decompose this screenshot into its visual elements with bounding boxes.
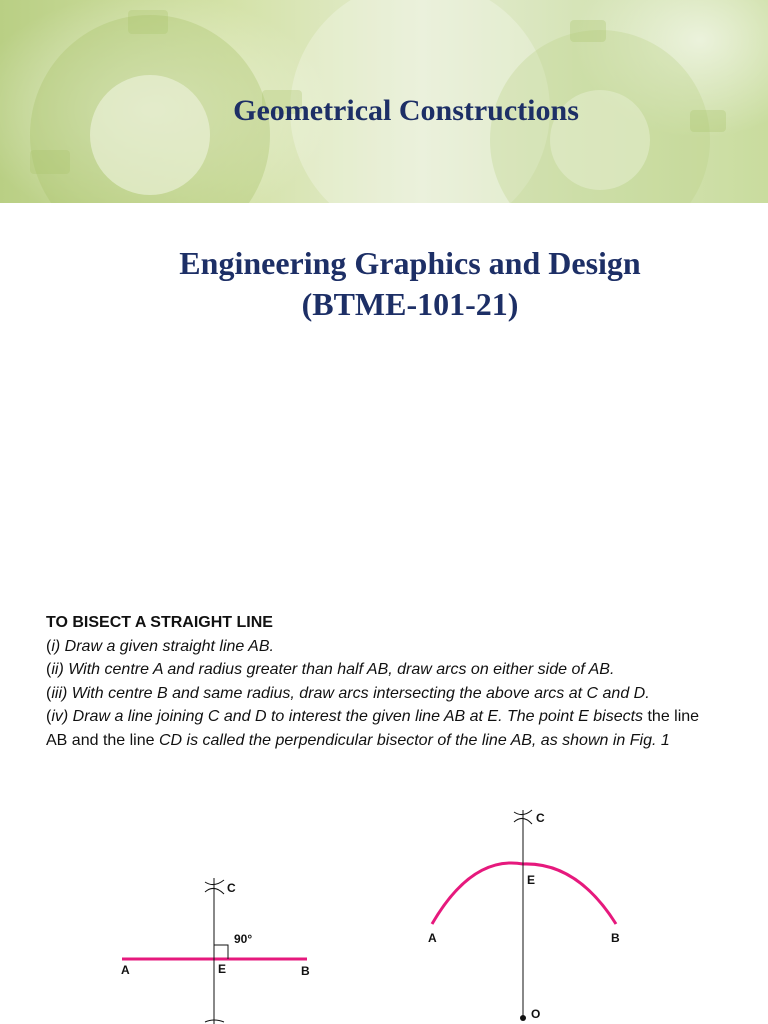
label-e: E xyxy=(527,873,536,887)
section-heading: TO BISECT A STRAIGHT LINE xyxy=(46,614,273,631)
construction-figures xyxy=(0,800,768,1024)
label-e: E xyxy=(218,962,227,976)
label-o: O xyxy=(531,1007,541,1021)
course-title xyxy=(0,243,768,325)
label-b: B xyxy=(611,931,620,945)
label-c: C xyxy=(536,811,545,825)
label-a: A xyxy=(121,963,130,977)
label-b: B xyxy=(301,964,310,978)
step-4: (iv) Draw a line joining C and D to interest the given line AB at E. The point E bisects the line AB and the line CD is called the perpendicular bisector of the line AB, as shown in Fig. 1 xyxy=(46,708,700,749)
figure-2-arc xyxy=(428,810,620,1021)
presentation-title: Geometrical Constructions xyxy=(233,94,579,127)
header-banner xyxy=(0,0,768,203)
arc-ab xyxy=(432,863,616,924)
step-2: (ii) With centre A and radius greater than half AB, draw arcs on either side of AB. xyxy=(46,661,615,678)
instructions-block xyxy=(46,611,706,752)
center-point-o xyxy=(520,1015,526,1021)
step-1: (i) Draw a given straight line AB. xyxy=(46,637,274,655)
course-name: Engineering Graphics and Design xyxy=(179,245,641,281)
course-code: (BTME-101-21) xyxy=(301,286,519,322)
label-angle: 90° xyxy=(234,932,253,946)
figure-1-bisector xyxy=(121,878,310,1024)
right-angle-mark xyxy=(214,945,228,959)
label-c: C xyxy=(227,881,236,895)
label-a: A xyxy=(428,931,437,945)
step-3: (iii) With centre B and same radius, draw arcs intersecting the above arcs at C and D. xyxy=(46,684,650,702)
